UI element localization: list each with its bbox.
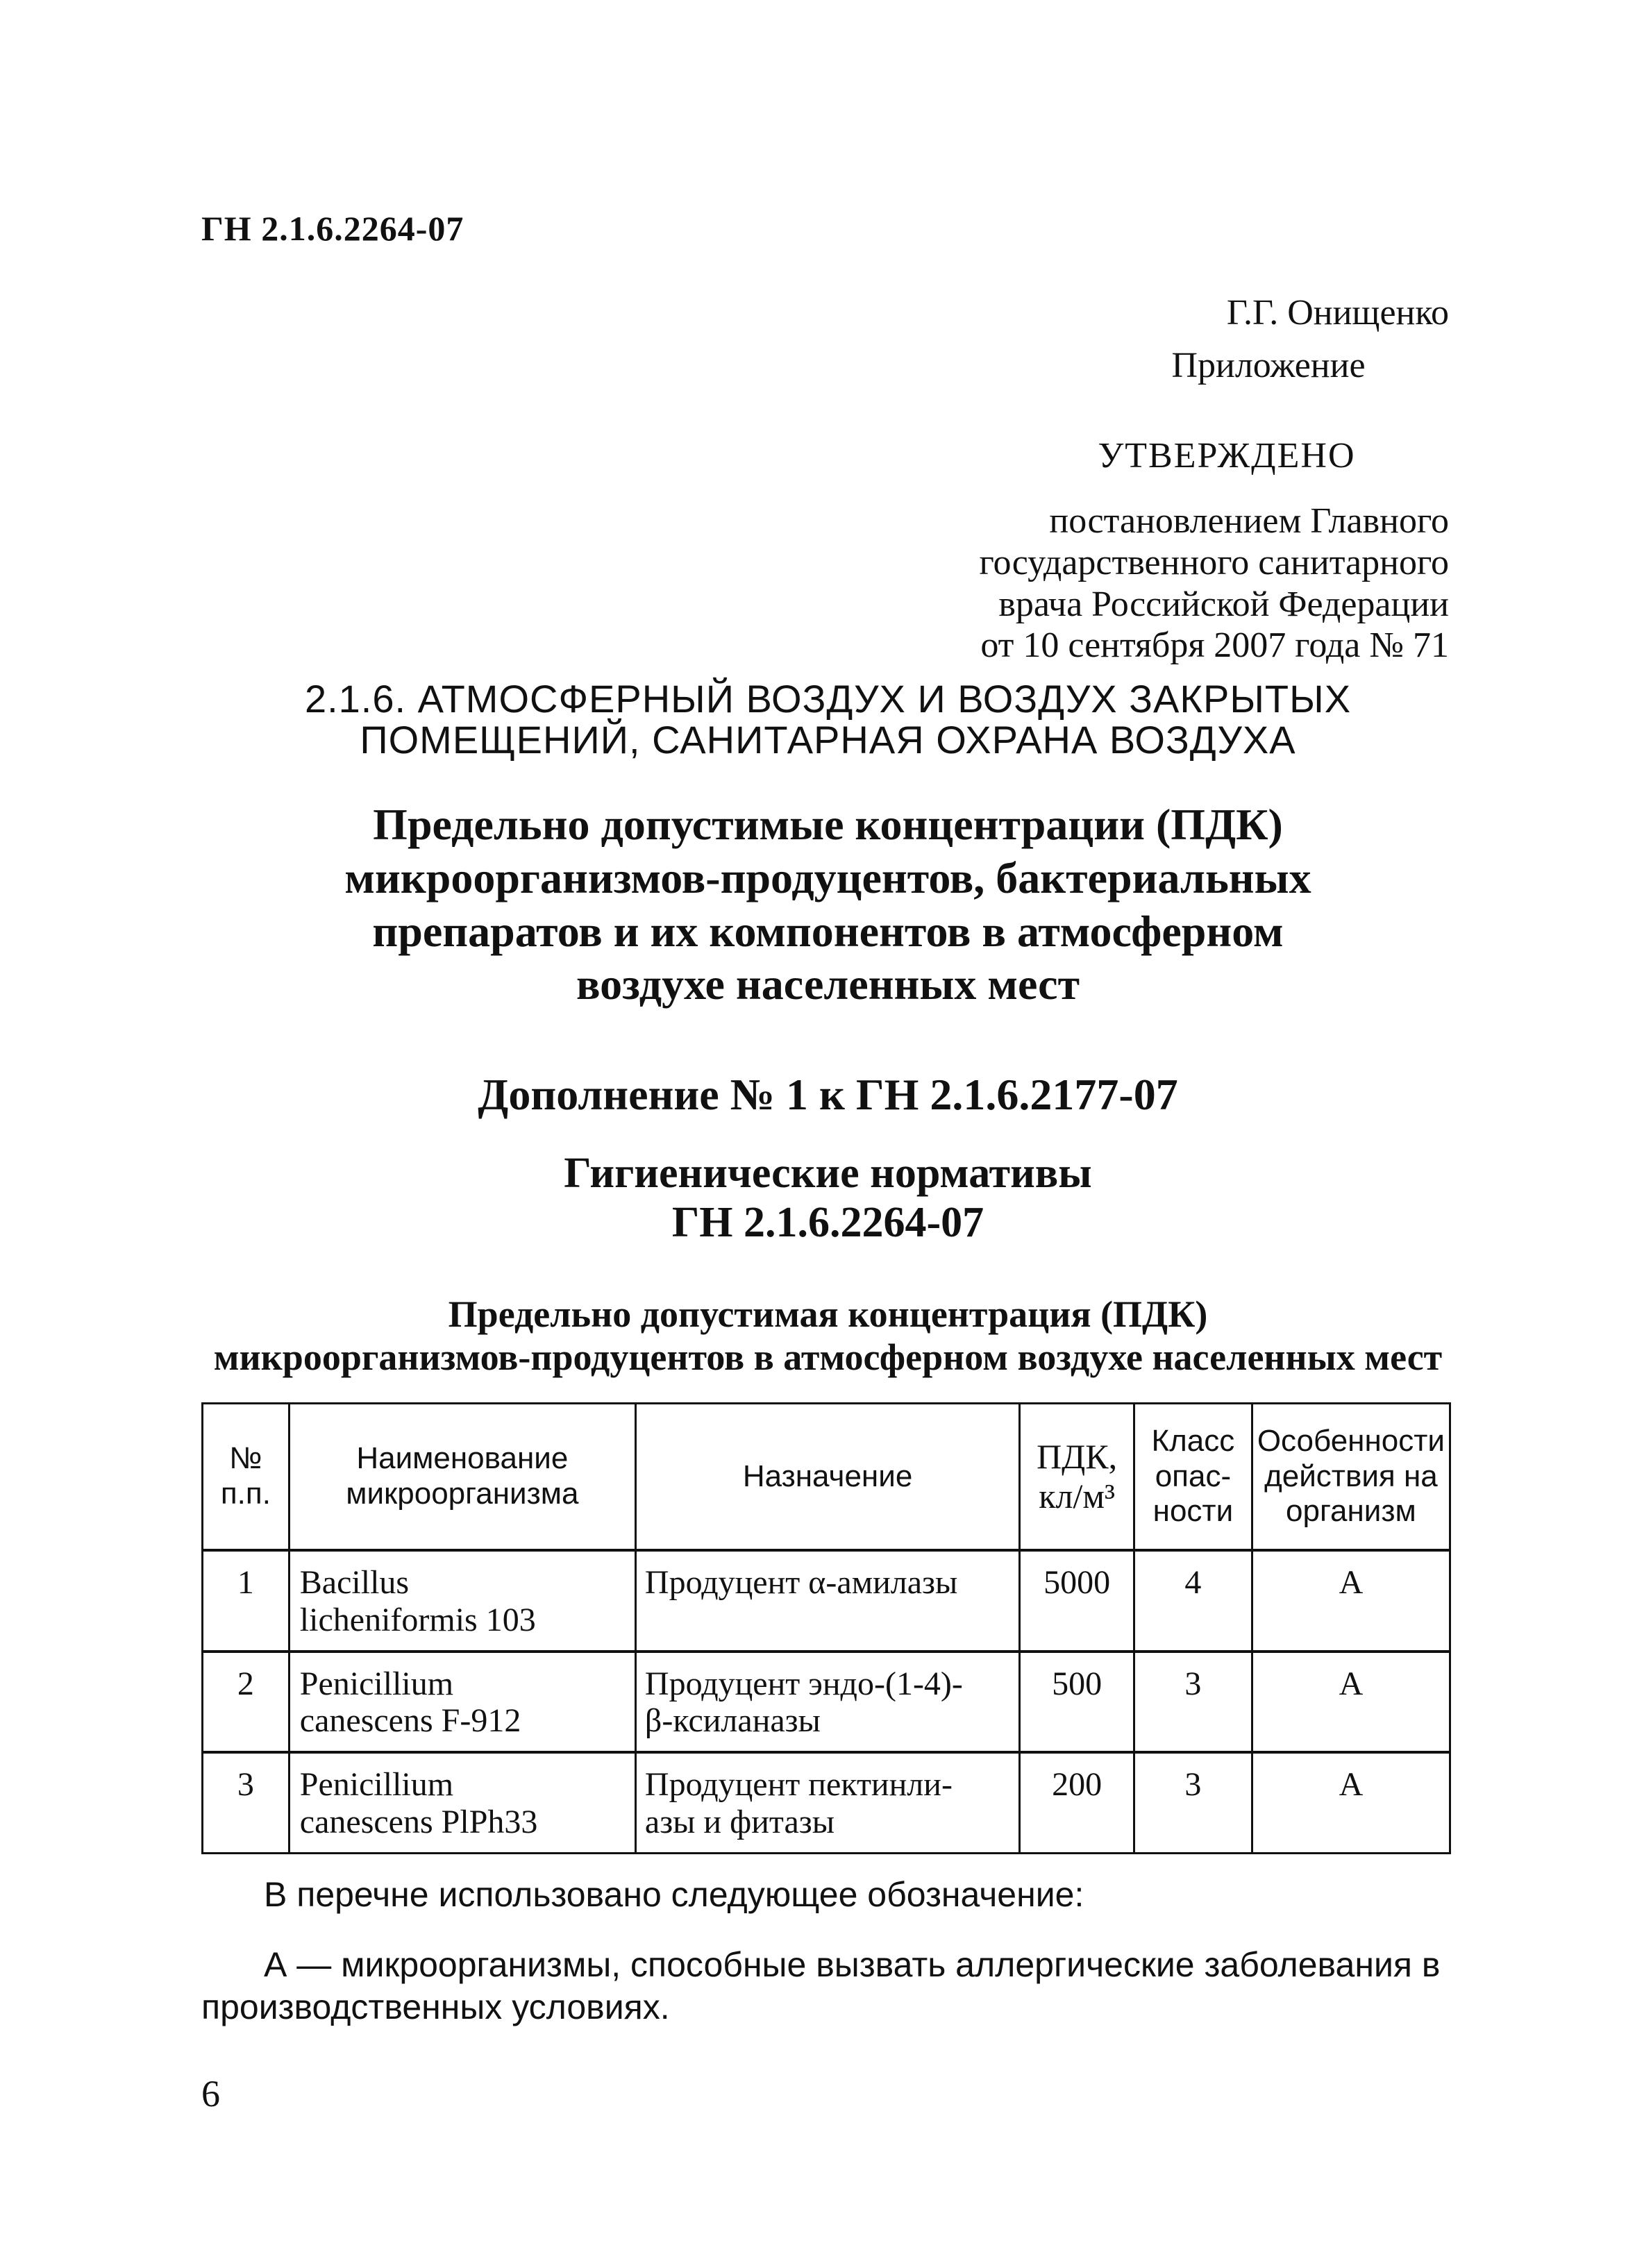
cell-text: canescens F-912 — [299, 1702, 521, 1740]
cell-features: А — [1252, 1652, 1450, 1753]
table-row — [203, 1652, 1450, 1753]
title-line: препаратов и их компонентов в атмосферном — [372, 906, 1284, 956]
decree-line: врача Российской Федерации — [998, 584, 1449, 624]
signer-name: Г.Г. Онищенко — [1226, 293, 1449, 333]
cell-name — [289, 1752, 635, 1853]
decree-line: от 10 сентября 2007 года № 71 — [980, 625, 1449, 666]
cell-text: Bacillus — [299, 1564, 410, 1601]
cell-name — [289, 1550, 635, 1652]
cell-text: Penicillium — [299, 1665, 454, 1702]
approval-block — [824, 295, 1449, 666]
decree-line: постановлением Главного — [1049, 501, 1449, 541]
mpc-table — [201, 1402, 1451, 1854]
cell-features: А — [1252, 1752, 1450, 1853]
header-text: организм — [1286, 1494, 1416, 1529]
cell-text: азы и фитазы — [644, 1803, 835, 1840]
decree-line: государственного санитарного — [979, 542, 1449, 582]
cell-mpc: 200 — [1020, 1752, 1134, 1853]
cell-hazard-class: 3 — [1134, 1652, 1252, 1753]
supplement-heading: Дополнение № 1 к ГН 2.1.6.2177-07 — [478, 1070, 1178, 1119]
header-text: Назначение — [742, 1459, 913, 1493]
header-text: ности — [1152, 1494, 1234, 1529]
header-text: опас- — [1155, 1459, 1232, 1493]
norms-line: ГН 2.1.6.2264-07 — [671, 1199, 984, 1247]
legend-intro: В перечне использовано следующее обозначение: — [264, 1875, 1084, 1914]
norms-line: Гигиенические нормативы — [564, 1150, 1092, 1197]
cell-purpose — [635, 1752, 1019, 1853]
cell-text: Penicillium — [299, 1766, 454, 1803]
section-heading — [201, 679, 1454, 761]
cell-text: Продуцент эндо-(1-4)- — [644, 1665, 963, 1702]
cell-num: 1 — [203, 1550, 290, 1652]
legend-definition: А — микроорганизмы, способные вызвать аллергические заболевания в производственных условиях. — [201, 1945, 1441, 2026]
cell-text: licheniformis 103 — [299, 1601, 536, 1638]
decree-text — [824, 501, 1449, 666]
cell-purpose — [635, 1652, 1019, 1753]
header-features — [1252, 1404, 1450, 1551]
table-header-row — [203, 1404, 1450, 1551]
header-text: микроорганизма — [346, 1477, 579, 1511]
cell-mpc: 500 — [1020, 1652, 1134, 1753]
header-text: ПДК, — [1037, 1436, 1118, 1476]
page-number: 6 — [201, 2073, 220, 2115]
cell-num: 2 — [203, 1652, 290, 1753]
cell-num: 3 — [203, 1752, 290, 1853]
table-row — [203, 1550, 1450, 1652]
approved-label: УТВЕРЖДЕНО — [1098, 436, 1356, 476]
cell-text: Продуцент α-амилазы — [644, 1564, 958, 1601]
header-text: действия на — [1264, 1459, 1438, 1493]
table-title-line: Предельно допустимая концентрация (ПДК) — [448, 1293, 1208, 1335]
header-text: Особенности — [1257, 1424, 1445, 1459]
cell-text: β-ксиланазы — [644, 1702, 821, 1740]
table-title-line: микроорганизмов-продуцентов в атмосферном воздухе населенных мест — [213, 1336, 1443, 1379]
norms-heading — [201, 1149, 1454, 1248]
header-text: кл/м³ — [1039, 1477, 1115, 1515]
cell-hazard-class: 4 — [1134, 1550, 1252, 1652]
table-title — [201, 1293, 1454, 1379]
section-heading-line: ПОМЕЩЕНИЙ, САНИТАРНАЯ ОХРАНА ВОЗДУХА — [360, 717, 1296, 762]
cell-mpc: 5000 — [1020, 1550, 1134, 1652]
section-heading-line: 2.1.6. АТМОСФЕРНЫЙ ВОЗДУХ И ВОЗДУХ ЗАКРЫТЫХ — [304, 677, 1352, 721]
header-text: Класс — [1151, 1424, 1235, 1459]
header-text: Наименование — [356, 1441, 569, 1476]
table-row — [203, 1752, 1450, 1853]
title-line: микроорганизмов-продуцентов, бактериальных — [344, 852, 1311, 902]
appendix-label: Приложение — [1171, 346, 1366, 385]
header-text: № — [229, 1441, 262, 1476]
header-num — [203, 1404, 290, 1551]
document-code: ГН 2.1.6.2264-07 — [201, 209, 464, 248]
header-name — [289, 1404, 635, 1551]
title-line: Предельно допустимые концентрации (ПДК) — [373, 800, 1283, 849]
cell-name — [289, 1652, 635, 1753]
cell-text: Продуцент пектинли- — [644, 1766, 953, 1803]
document-title — [201, 798, 1454, 1011]
header-hazard-class — [1134, 1404, 1252, 1551]
header-mpc — [1020, 1404, 1134, 1551]
header-purpose — [635, 1404, 1019, 1551]
title-line: воздухе населенных мест — [576, 959, 1080, 1009]
cell-text: canescens PlPh33 — [299, 1803, 538, 1840]
cell-purpose — [635, 1550, 1019, 1652]
header-text: п.п. — [220, 1477, 271, 1511]
cell-hazard-class: 3 — [1134, 1752, 1252, 1853]
cell-features: А — [1252, 1550, 1450, 1652]
